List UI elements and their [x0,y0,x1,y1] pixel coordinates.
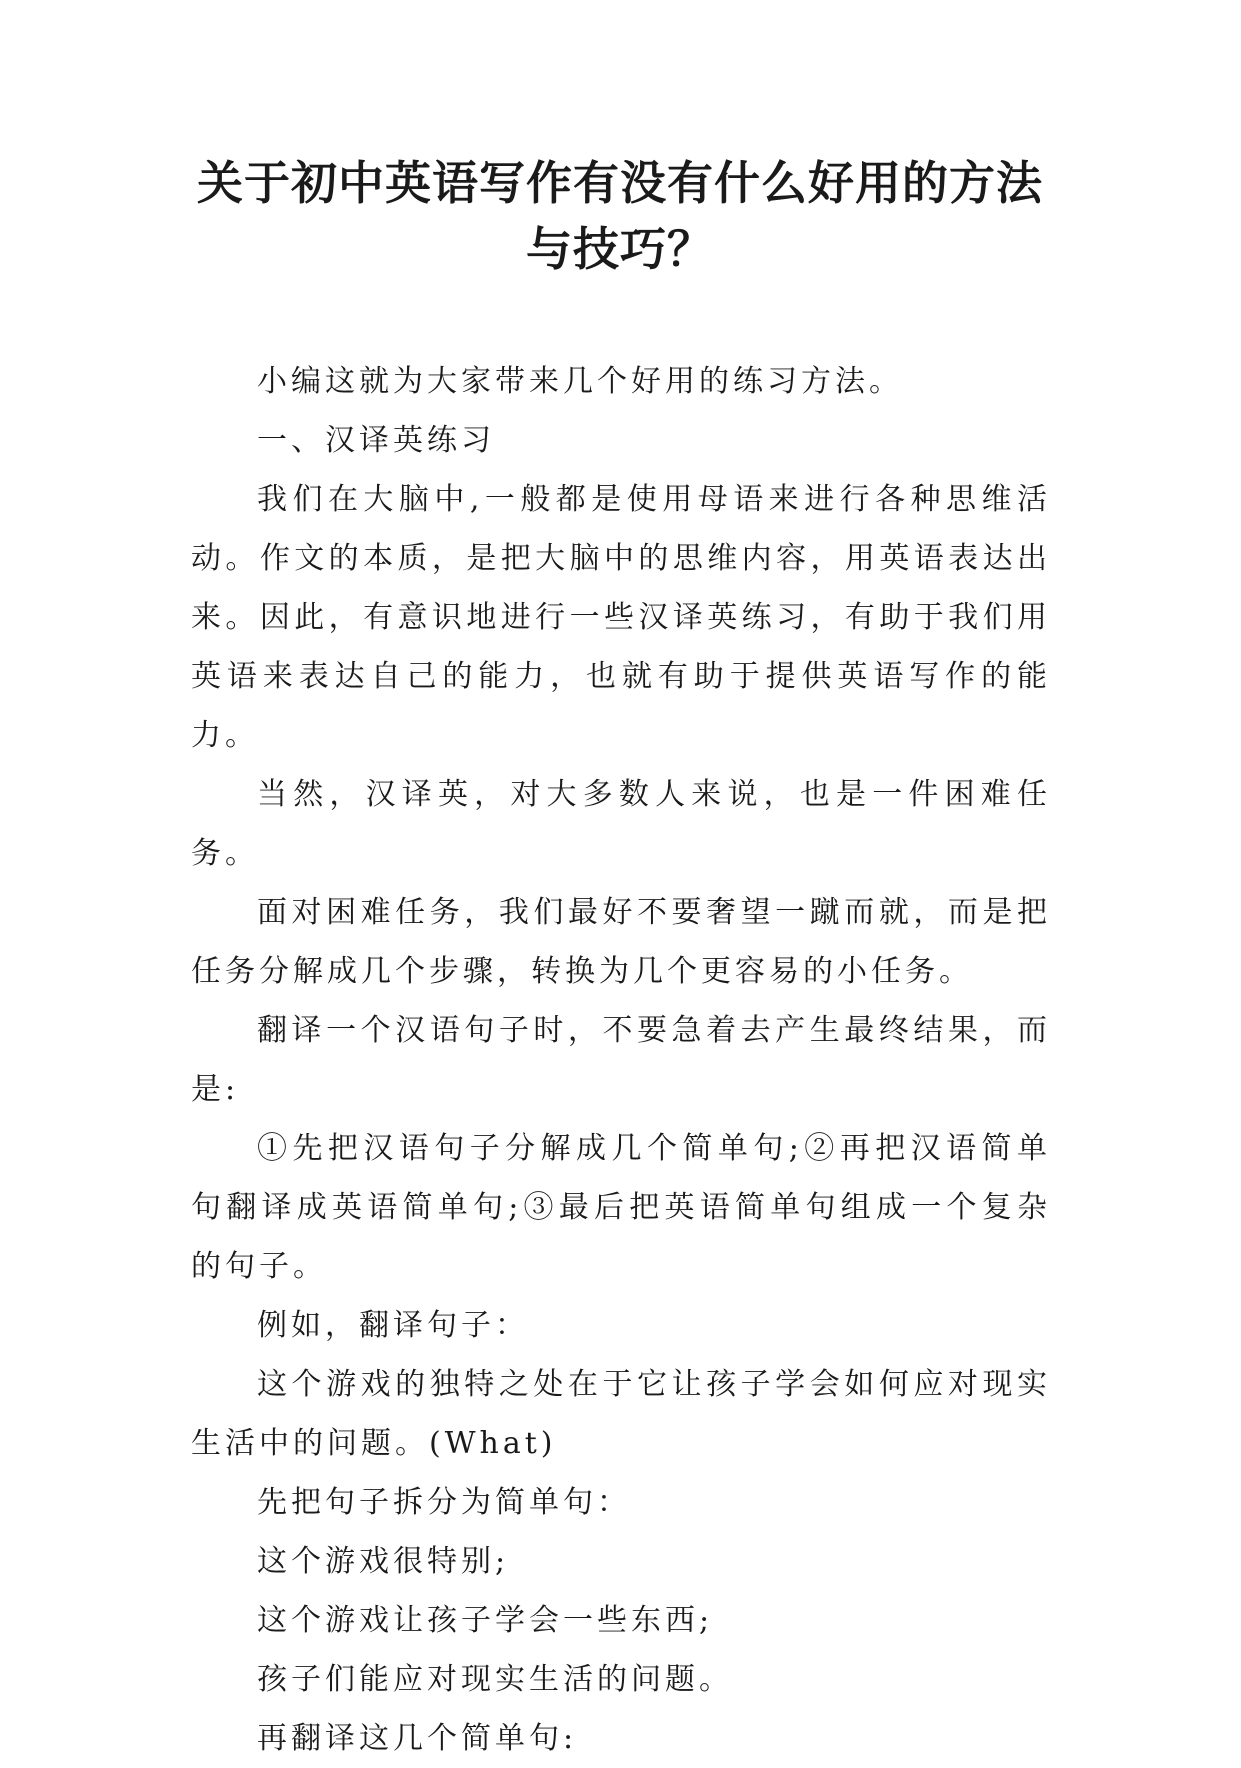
paragraph: 例如，翻译句子： [257,1308,529,1343]
paragraph: 我们在大脑中,一般都是使用母语来进行各种思维活动。作文的本质，是把大脑中的思维内容，用英语表达出来。因此，有意识地进行一些汉译英练习，有助于我们用英语来表达自己的能力，也就有助于提供英语写作的能力。 [191,482,1051,753]
example-sentence: 这个游戏的独特之处在于它让孩子学会如何应对现实生活中的问题。(What) [191,1367,1051,1461]
simple-sentence: 这个游戏让孩子学会一些东西; [257,1603,714,1638]
title-line-2: 与技巧？ [526,222,714,276]
paragraph: 当然，汉译英，对大多数人来说，也是一件困难任务。 [191,777,1051,871]
simple-sentence: 孩子们能应对现实生活的问题。 [257,1662,733,1697]
section-heading: 一、汉译英练习 [257,423,495,458]
simple-sentence: 这个游戏很特别; [257,1544,510,1579]
paragraph: ①先把汉语句子分解成几个简单句;②再把汉语简单句翻译成英语简单句;③最后把英语简单句组成一个复杂的句子。 [191,1131,1051,1284]
paragraph: 面对困难任务，我们最好不要奢望一蹴而就，而是把任务分解成几个步骤，转换为几个更容易的小任务。 [191,895,1051,989]
document-body [191,352,1051,1768]
title-line-1: 关于初中英语写作有没有什么好用的方法 [197,156,1043,210]
paragraph: 翻译一个汉语句子时，不要急着去产生最终结果，而是: [191,1013,1051,1107]
paragraph: 先把句子拆分为简单句： [257,1485,631,1520]
document-title [150,150,1090,282]
paragraph-intro: 小编这就为大家带来几个好用的练习方法。 [257,364,903,399]
paragraph: 再翻译这几个简单句: [257,1721,578,1756]
